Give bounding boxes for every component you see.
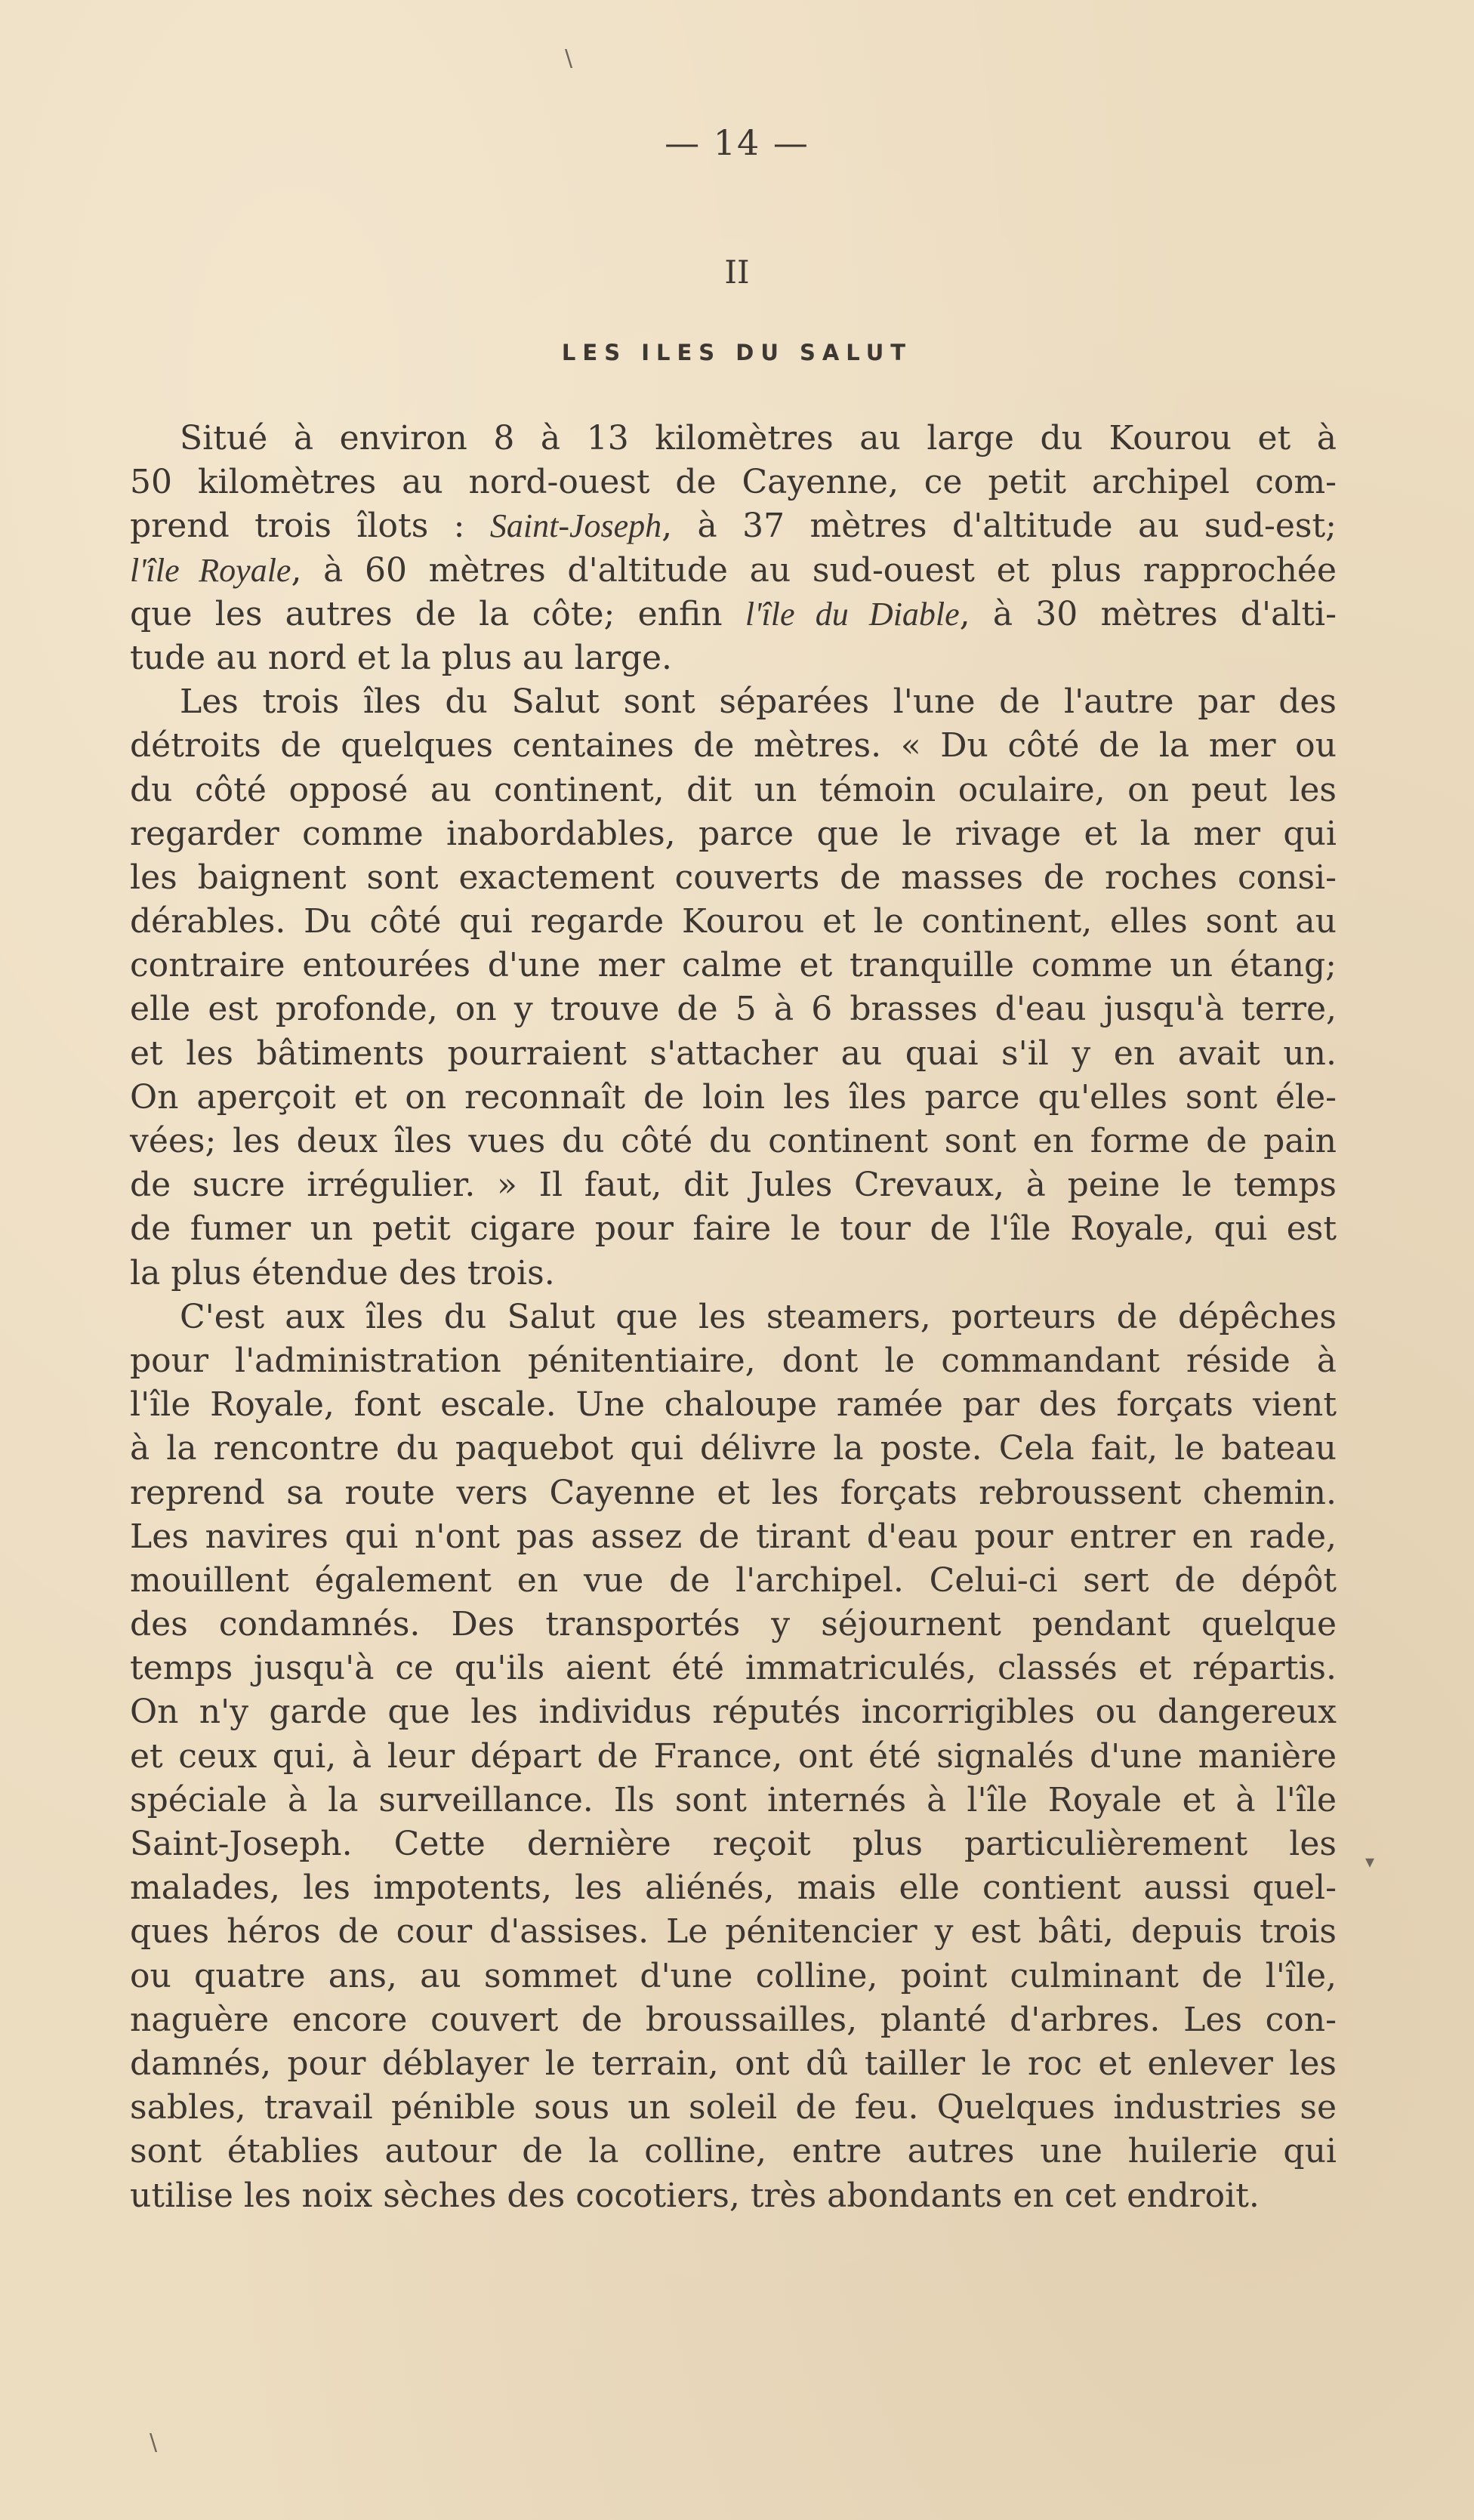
text-line	[130, 1822, 1337, 1866]
text-segment: mouillent également en vue de l'archipel. Celui-ci sert de dépôt	[130, 1560, 1337, 1600]
text-segment: Les navires qui n'ont pas assez de tirant d'eau pour entrer en rade,	[130, 1517, 1337, 1556]
text-segment: reprend sa route vers Cayenne et les forçats rebroussent chemin.	[130, 1473, 1337, 1512]
text-line	[130, 1779, 1337, 1822]
text-segment: et ceux qui, à leur départ de France, ont été signalés d'une manière	[130, 1736, 1337, 1776]
body-text	[130, 417, 1337, 2218]
text-segment: Situé à environ 8 à 13 kilomètres au large du Kourou et à	[180, 419, 1337, 457]
text-segment: , à 60 mètres d'altitude au sud-ouest et plus rapprochée	[291, 550, 1337, 590]
text-segment: Saint-Joseph. Cette dernière reçoit plus particulièrement les	[130, 1825, 1337, 1863]
text-segment: la plus étendue des trois.	[130, 1253, 555, 1292]
text-line	[130, 2174, 1337, 2218]
text-segment: elle est profonde, on y trouve de 5 à 6 brasses d'eau jusqu'à terre,	[130, 990, 1337, 1029]
text-segment: ques héros de cour d'assises. Le pénitencier y est bâti, depuis trois	[130, 1912, 1337, 1952]
text-segment: et les bâtiments pourraient s'attacher au quai s'il y en avait un.	[130, 1034, 1337, 1073]
text-segment: tude au nord et la plus au large.	[130, 638, 673, 677]
text-line	[130, 944, 1337, 987]
text-line	[130, 636, 1337, 680]
paper-speck: ▾	[1365, 1851, 1375, 1872]
text-segment: détroits de quelques centaines de mètres. « Du côté de la mer ou	[130, 726, 1337, 766]
text-line	[130, 680, 1337, 724]
text-segment: malades, les impotents, les aliénés, mais elle contient aussi quel-	[130, 1868, 1337, 1908]
text-segment: C'est aux îles du Salut que les steamers, porteurs de dépêches	[180, 1297, 1337, 1336]
text-segment: , à 37 mètres d'altitude au sud-est;	[661, 507, 1337, 546]
text-line	[130, 1032, 1337, 1076]
section-title: LES ILES DU SALUT	[561, 340, 913, 365]
text-segment: pour l'administration pénitentiaire, dont le commandant réside à	[130, 1341, 1337, 1380]
text-line	[130, 1866, 1337, 1910]
text-segment: sables, travail pénible sous un soleil de feu. Quelques industries se	[130, 2088, 1337, 2127]
text-line	[130, 987, 1337, 1031]
text-segment: temps jusqu'à ce qu'ils aient été immatriculés, classés et répartis.	[130, 1649, 1337, 1688]
text-line	[130, 1383, 1337, 1427]
text-line	[130, 1295, 1337, 1339]
text-line	[130, 504, 1337, 548]
text-segment: prend trois îlots :	[130, 507, 490, 546]
text-segment: ou quatre ans, au sommet d'une colline, point culminant de l'île,	[130, 1956, 1337, 1995]
text-line	[130, 1910, 1337, 1954]
text-segment: contraire entourées d'une mer calme et tranquille comme un étang;	[130, 946, 1337, 985]
paper-speck: \	[150, 2429, 158, 2456]
text-line	[130, 1735, 1337, 1779]
text-line	[130, 1690, 1337, 1734]
italic-place-name: l'île Royale	[130, 551, 291, 589]
text-line	[130, 2130, 1337, 2173]
text-segment: naguère encore couvert de broussailles, planté d'arbres. Les con-	[130, 2000, 1337, 2039]
text-segment: On aperçoit et on reconnaît de loin les îles parce qu'elles sont éle-	[130, 1077, 1337, 1117]
text-line	[130, 417, 1337, 461]
text-segment: de sucre irrégulier. » Il faut, dit Jules Crevaux, à peine le temps	[130, 1166, 1337, 1205]
text-segment: regarder comme inabordables, parce que le rivage et la mer qui	[130, 814, 1337, 853]
text-segment: des condamnés. Des transportés y séjournent pendant quelque	[130, 1605, 1337, 1644]
italic-place-name: l'île du Diable	[745, 595, 960, 633]
text-segment: damnés, pour déblayer le terrain, ont dû tailler le roc et enlever les	[130, 2044, 1337, 2083]
text-segment: les baignent sont exactement couverts de masses de roches consi-	[130, 858, 1337, 897]
text-line	[130, 1647, 1337, 1690]
text-line	[130, 1339, 1337, 1383]
italic-place-name: Saint-Joseph	[489, 507, 662, 545]
text-line	[130, 461, 1337, 504]
text-segment: vées; les deux îles vues du côté du continent sont en forme de pain	[130, 1122, 1337, 1160]
text-line	[130, 1471, 1337, 1515]
text-line	[130, 900, 1337, 944]
text-segment: à la rencontre du paquebot qui délivre la poste. Cela fait, le bateau	[130, 1429, 1337, 1468]
text-line	[130, 549, 1337, 593]
text-segment: l'île Royale, font escale. Une chaloupe ramée par des forçats vient	[130, 1385, 1337, 1425]
text-line	[130, 2042, 1337, 2086]
text-segment: dérables. Du côté qui regarde Kourou et le continent, elles sont au	[130, 902, 1337, 941]
text-line	[130, 1955, 1337, 1998]
text-line	[130, 2086, 1337, 2130]
text-line	[130, 1163, 1337, 1207]
text-line	[130, 769, 1337, 812]
text-segment: , à 30 mètres d'alti-	[959, 594, 1337, 633]
page-number: — 14 —	[665, 122, 809, 163]
text-line	[130, 1427, 1337, 1471]
text-segment: sont établies autour de la colline, entre autres une huilerie qui	[130, 2132, 1337, 2171]
text-line	[130, 724, 1337, 768]
text-line	[130, 856, 1337, 900]
paper-speck: \	[565, 45, 573, 72]
text-segment: spéciale à la surveillance. Ils sont internés à l'île Royale et à l'île	[130, 1780, 1337, 1819]
text-segment: 50 kilomètres au nord-ouest de Cayenne, ce petit archipel com-	[130, 463, 1337, 502]
text-line	[130, 812, 1337, 856]
text-line	[130, 1559, 1337, 1603]
text-line	[130, 1207, 1337, 1251]
text-line	[130, 1252, 1337, 1295]
text-segment: de fumer un petit cigare pour faire le tour de l'île Royale, qui est	[130, 1209, 1337, 1249]
text-line	[130, 1076, 1337, 1120]
text-line	[130, 1998, 1337, 2042]
text-segment: du côté opposé au continent, dit un témoin oculaire, on peut les	[130, 770, 1337, 809]
text-line	[130, 1120, 1337, 1163]
section-number: II	[724, 254, 750, 291]
text-segment: que les autres de la côte; enfin	[130, 594, 745, 633]
text-line	[130, 1515, 1337, 1559]
text-line	[130, 1603, 1337, 1647]
text-line	[130, 593, 1337, 636]
text-segment: utilise les noix sèches des cocotiers, très abondants en cet endroit.	[130, 2176, 1260, 2215]
text-segment: On n'y garde que les individus réputés incorrigibles ou dangereux	[130, 1693, 1337, 1732]
text-segment: Les trois îles du Salut sont séparées l'une de l'autre par des	[180, 682, 1337, 722]
